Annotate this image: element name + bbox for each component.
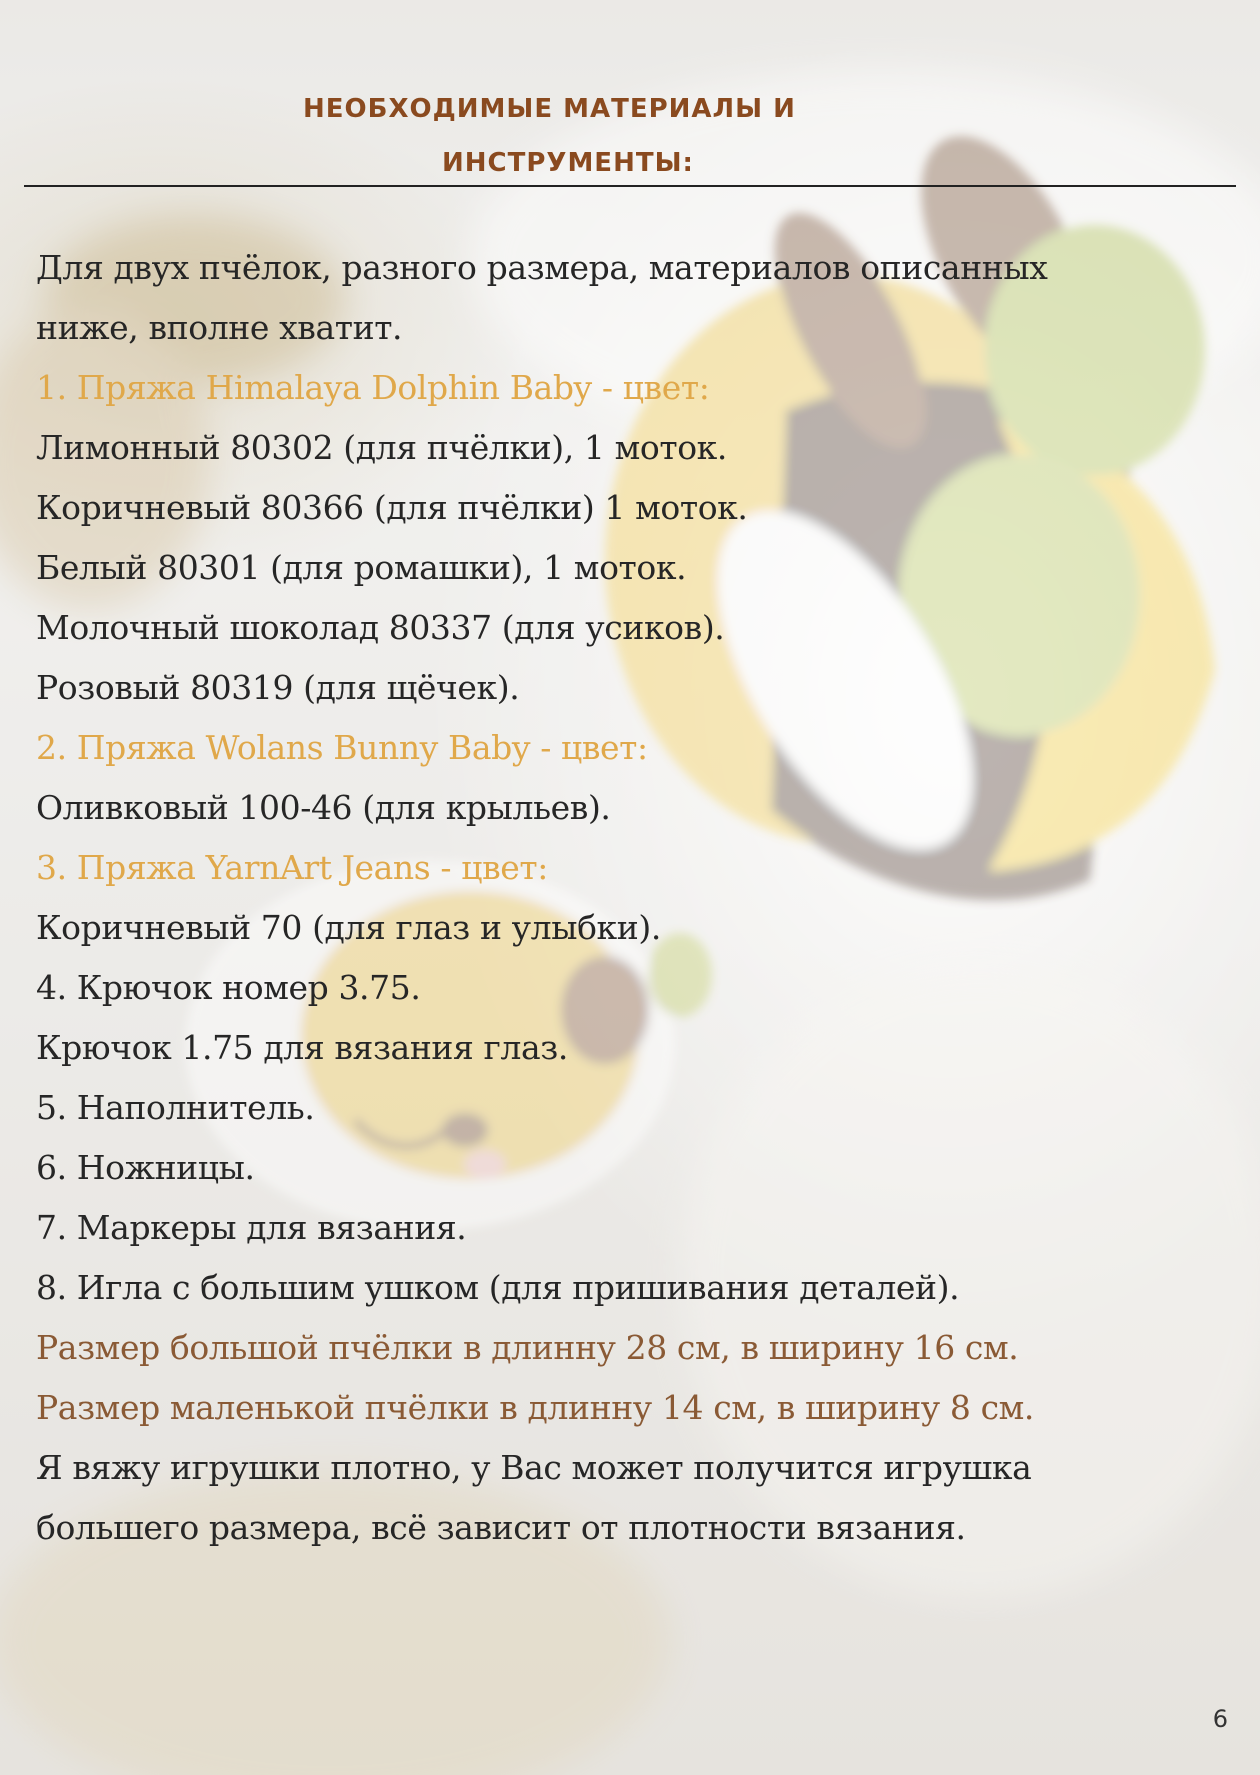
yarn-item: Розовый 80319 (для щёчек). bbox=[36, 668, 520, 707]
size-note-large: Размер большой пчёлки в длинну 28 см, в ширину 16 см. bbox=[36, 1328, 1019, 1367]
materials-list bbox=[36, 238, 1196, 1558]
page-title-line-1: НЕОБХОДИМЫЕ МАТЕРИАЛЫ И bbox=[303, 94, 796, 124]
yarn-heading-2: 2. Пряжа Wolans Bunny Baby - цвет: bbox=[36, 728, 648, 767]
size-note-small: Размер маленькой пчёлки в длинну 14 см, в ширину 8 см. bbox=[36, 1388, 1035, 1427]
yarn-item: Лимонный 80302 (для пчёлки), 1 моток. bbox=[36, 428, 727, 467]
yarn-item: Белый 80301 (для ромашки), 1 моток. bbox=[36, 548, 687, 587]
tool-item: Крючок 1.75 для вязания глаз. bbox=[36, 1028, 568, 1067]
page-header bbox=[0, 88, 1260, 188]
page-number: 6 bbox=[1212, 1705, 1228, 1733]
tool-item: 8. Игла с большим ушком (для пришивания деталей). bbox=[36, 1268, 960, 1307]
intro-line-2: ниже, вполне хватит. bbox=[36, 308, 403, 347]
tool-item: 4. Крючок номер 3.75. bbox=[36, 968, 421, 1007]
yarn-item: Коричневый 70 (для глаз и улыбки). bbox=[36, 908, 661, 947]
page-title-line-2: ИНСТРУМЕНТЫ: bbox=[442, 148, 694, 178]
closing-note-line-1: Я вяжу игрушки плотно, у Вас может получится игрушка bbox=[36, 1448, 1032, 1487]
closing-note-line-2: большего размера, всё зависит от плотности вязания. bbox=[36, 1508, 966, 1547]
yarn-item: Молочный шоколад 80337 (для усиков). bbox=[36, 608, 725, 647]
yarn-heading-1: 1. Пряжа Himalaya Dolphin Baby - цвет: bbox=[36, 368, 710, 407]
tool-item: 7. Маркеры для вязания. bbox=[36, 1208, 467, 1247]
yarn-item: Коричневый 80366 (для пчёлки) 1 моток. bbox=[36, 488, 748, 527]
yarn-item: Оливковый 100-46 (для крыльев). bbox=[36, 788, 611, 827]
yarn-heading-3: 3. Пряжа YarnArt Jeans - цвет: bbox=[36, 848, 548, 887]
tool-item: 6. Ножницы. bbox=[36, 1148, 255, 1187]
intro-line-1: Для двух пчёлок, разного размера, материалов описанных bbox=[36, 248, 1048, 287]
tool-item: 5. Наполнитель. bbox=[36, 1088, 315, 1127]
title-divider bbox=[24, 185, 1236, 187]
